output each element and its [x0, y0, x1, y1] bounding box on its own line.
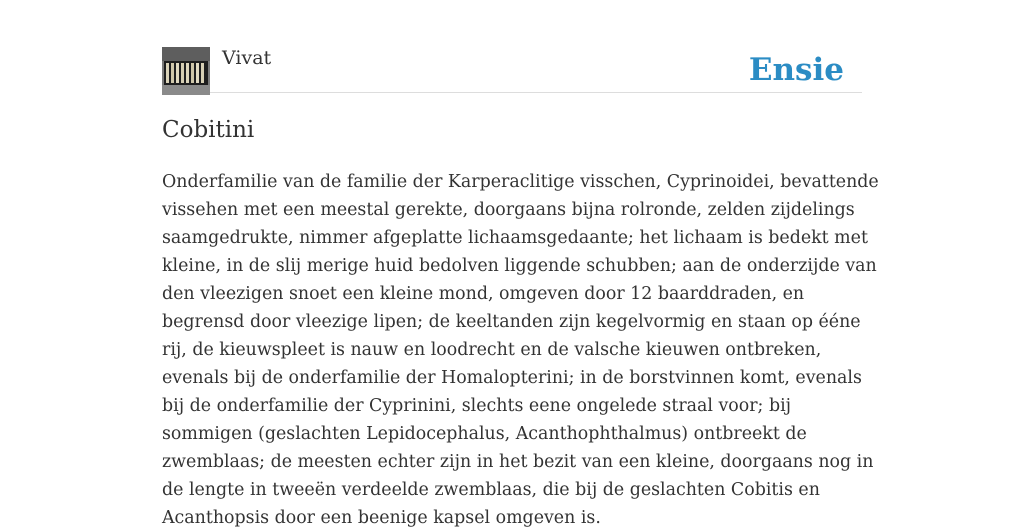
header — [162, 46, 862, 93]
article-line: begrensd door vleezige lipen; de keeltanden zijn kegelvormig en staan op ééne — [162, 312, 861, 332]
article-line: rij, de kieuwspleet is nauw en loodrecht en de valsche kieuwen ontbreken, — [162, 340, 822, 360]
article-line: sommigen (geslachten Lepidocephalus, Acanthophthalmus) ontbreekt de — [162, 424, 807, 444]
article-line: bij de onderfamilie der Cyprinini, slechts eene ongelede straal voor; bij — [162, 396, 792, 416]
article-line: vissehen met een meestal gerekte, doorgaans bijna rolronde, zelden zijdelings — [162, 200, 855, 220]
article-line: saamgedrukte, nimmer afgeplatte lichaamsgedaante; het lichaam is bedekt met — [162, 228, 868, 248]
article-line: Acanthopsis door een beenige kapsel omgeven is. — [162, 508, 601, 528]
article-line: den vleezigen snoet een kleine mond, omgeven door 12 baarddraden, en — [162, 284, 805, 304]
article-line: kleine, in de slij merige huid bedolven liggende schubben; aan de onderzijde van — [162, 256, 877, 276]
article-line: Onderfamilie van de familie der Karperaclitige visschen, Cyprinoidei, bevattende — [162, 172, 879, 192]
article-body — [162, 168, 879, 532]
article-line: zwemblaas; de meesten echter zijn in het bezit van een kleine, doorgaans nog in — [162, 452, 874, 472]
article-line: de lengte in tweeën verdeelde zwemblaas, die bij de geslachten Cobitis en — [162, 480, 820, 500]
author-avatar[interactable] — [162, 47, 210, 95]
avatar-image — [162, 47, 210, 95]
article-line: evenals bij de onderfamilie der Homalopterini; in de borstvinnen komt, evenals — [162, 368, 862, 388]
ensie-logo-link[interactable]: Ensie — [748, 52, 844, 88]
author-name-link[interactable]: Vivat — [222, 47, 272, 69]
article-title: Cobitini — [162, 117, 255, 143]
